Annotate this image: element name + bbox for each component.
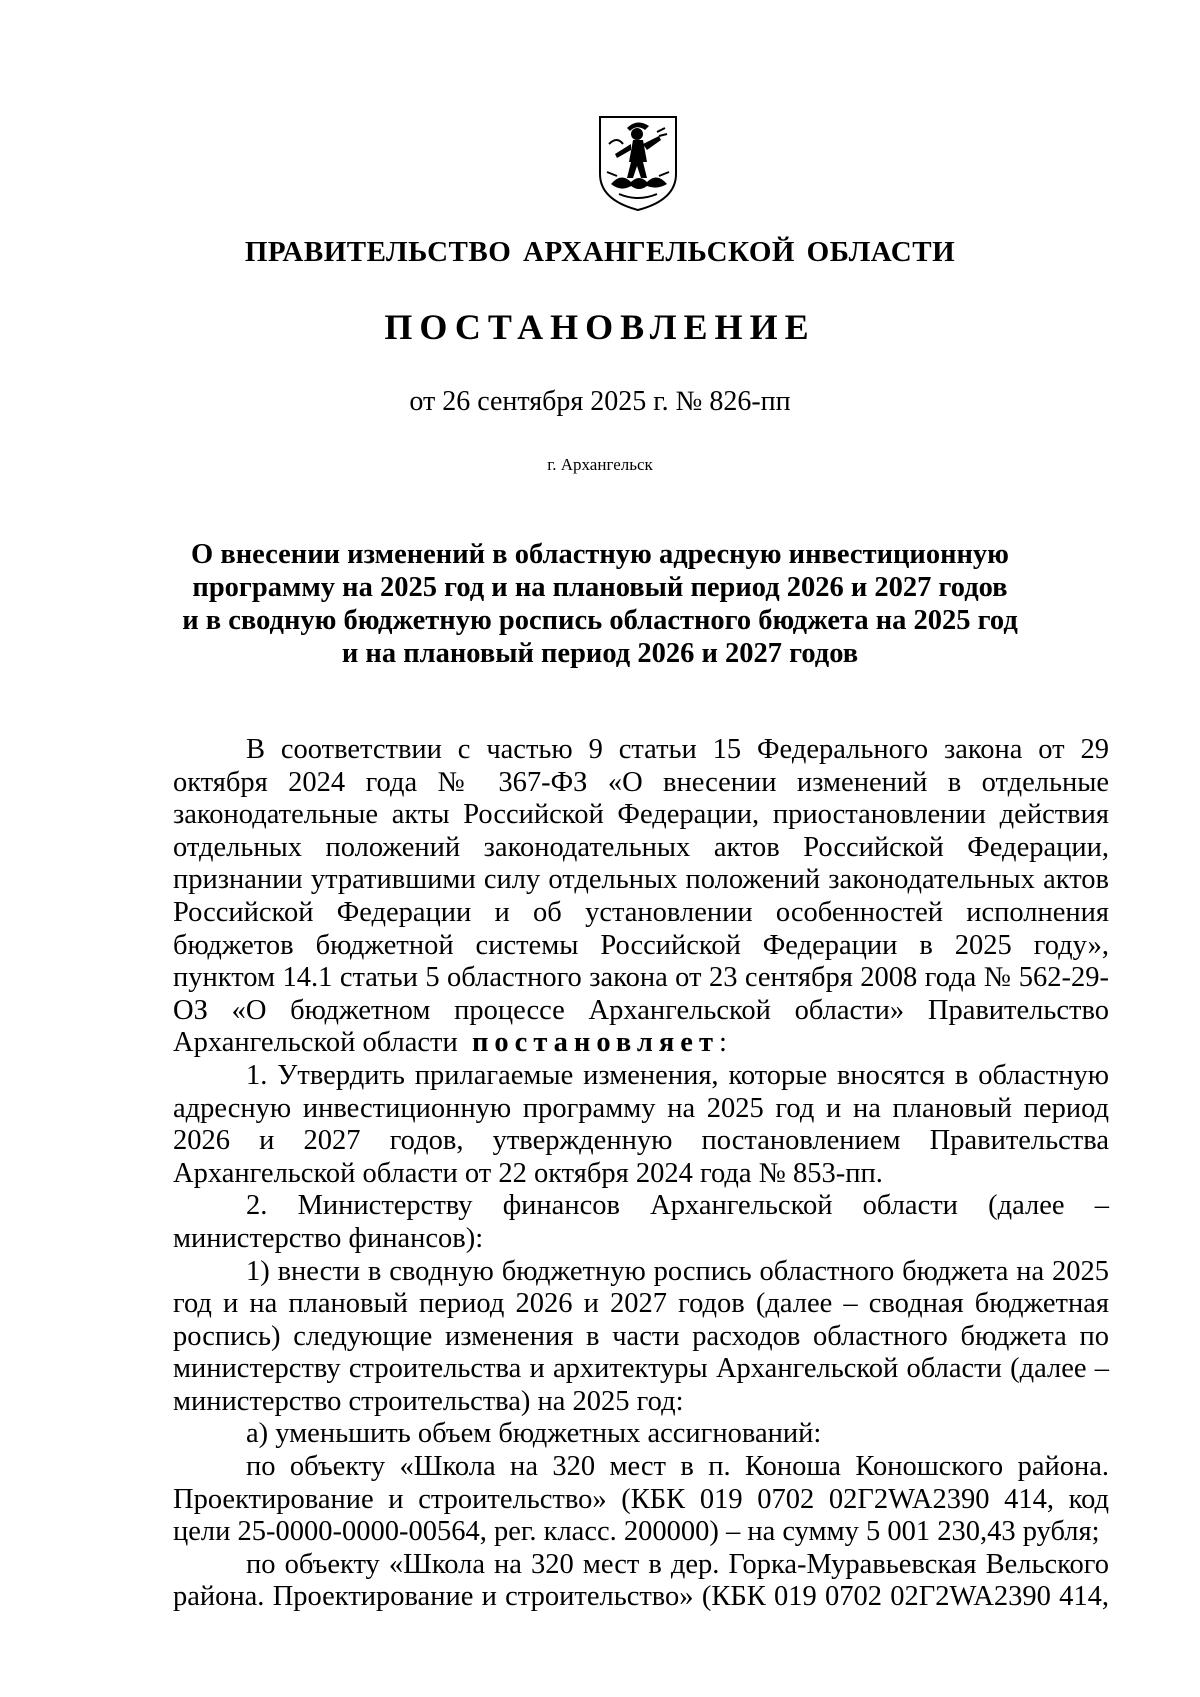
- item-2-1-a-paragraph: а) уменьшить объем бюджетных ассигнований:: [246, 1418, 822, 1450]
- item-2-1-paragraph: 1) внести в сводную бюджетную роспись областного бюджета на 2025 год и на плановый период 2026 и 2027 годов (далее – сводная бюджетная роспись) следующие изменения в части расходов областного бюджета по министерству строительства и архитектуры Архангельской области (далее – министерство строительства) на 2025 год:: [173, 1255, 1109, 1417]
- title-line: и в сводную бюджетную роспись областного бюджета на 2025 год: [182, 605, 1018, 636]
- document-body: [173, 734, 1109, 1614]
- decree-colon: :: [718, 1027, 727, 1059]
- item-1-paragraph: 1. Утвердить прилагаемые изменения, которые вносятся в областную адресную инвестиционную программу на 2025 год и на плановый период 2026 и 2027 годов, утвержденную постановлением Правительства Архангельской области от 22 октября 2024 года № 853-пп.: [173, 1059, 1109, 1189]
- document-city: г. Архангельск: [547, 455, 653, 474]
- item-2-paragraph: 2. Министерству финансов Архангельской области (далее – министерство финансов):: [173, 1190, 1109, 1254]
- title-line: О внесении изменений в областную адресную инвестиционную: [191, 539, 1009, 570]
- title-line: и на плановый период 2026 и 2027 годов: [341, 638, 859, 669]
- preamble-text: В соответствии с частью 9 статьи 15 Федерального закона от 29 октября 2024 года № 367-ФЗ «О внесении изменений в отдельные законодательные акты Российской Федерации, приостановлении действия отдельных положений законодательных актов Российской Федерации, признании утратившими силу отдельных положений законодательных актов Российской Федерации и об установлении особенностей исполнения бюджетов бюджетной системы Российской Федерации в 2025 году», пунктом 14.1 статьи 5 областного закона от 23 сентября 2008 года № 562-29-ОЗ «О бюджетном процессе Архангельской области» Правительство Архангельской области: [173, 734, 1109, 1059]
- coat-of-arms-icon: [597, 114, 679, 212]
- preamble-paragraph: [173, 734, 1109, 1060]
- document-date-number: от 26 сентября 2025 г. № 826-пп: [409, 386, 791, 417]
- object-2-paragraph: по объекту «Школа на 320 мест в дер. Горка-Муравьевская Вельского района. Проектирование и строительство» (КБК 019 0702 02Г2WA2390 414,: [173, 1548, 1109, 1613]
- title-line: программу на 2025 год и на плановый период 2026 и 2027 годов: [192, 572, 1008, 603]
- document-title: [170, 538, 1030, 670]
- document-type: ПОСТАНОВЛЕНИЕ: [384, 307, 816, 347]
- organization-name: ПРАВИТЕЛЬСТВО АРХАНГЕЛЬСКОЙ ОБЛАСТИ: [244, 236, 956, 268]
- decree-word: постановляет: [472, 1027, 719, 1059]
- object-1-paragraph: по объекту «Школа на 320 мест в п. Коноша Коношского района. Проектирование и строительство» (КБК 019 0702 02Г2WA2390 414, код цели 25-0000-0000-00564, рег. класс. 200000) – на сумму 5 001 230,43 рубля;: [173, 1451, 1109, 1548]
